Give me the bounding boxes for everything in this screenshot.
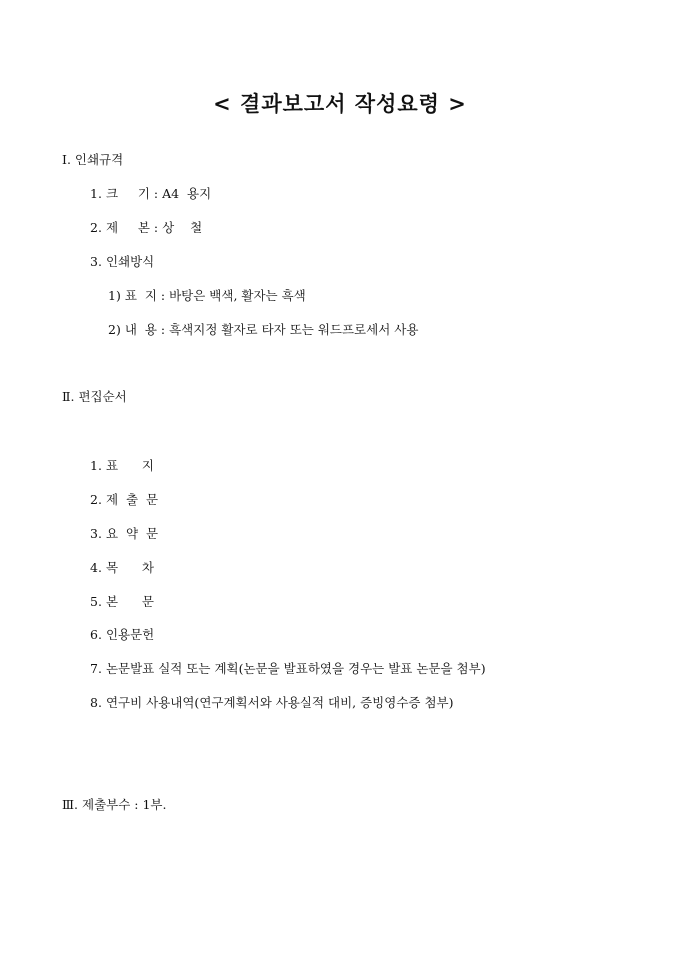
item-number: 2.	[90, 220, 102, 235]
list-item	[90, 220, 202, 236]
list-item	[90, 627, 154, 643]
item-text: 인용문헌	[105, 627, 155, 642]
item-number: 4.	[90, 560, 102, 575]
list-item	[90, 526, 158, 542]
list-item	[90, 695, 453, 711]
item-number: 3.	[90, 526, 102, 541]
list-item	[90, 458, 154, 474]
item-number: 1)	[108, 288, 121, 303]
item-number: 6.	[90, 627, 102, 642]
list-item	[90, 594, 154, 610]
section-heading-copies: Ⅲ. 제출부수 : 1부.	[62, 797, 167, 812]
item-text: 제 본 : 상 철	[105, 220, 203, 235]
sub-list-item	[108, 288, 306, 304]
list-item	[90, 661, 486, 677]
item-number: 1.	[90, 458, 102, 473]
item-text: 본 문	[105, 594, 154, 609]
item-text: 목 차	[105, 560, 154, 575]
item-number: 3.	[90, 254, 102, 269]
list-item	[90, 560, 154, 576]
sub-list-item	[108, 322, 418, 338]
item-number: 7.	[90, 661, 102, 676]
item-text: 인쇄방식	[105, 254, 155, 269]
item-number: 5.	[90, 594, 102, 609]
item-text: 표 지	[105, 458, 154, 473]
item-number: 2.	[90, 492, 102, 507]
item-text: 내 용 : 흑색지정 활자로 타자 또는 워드프로세서 사용	[124, 322, 419, 337]
item-text: 제 출 문	[105, 492, 159, 507]
section-heading-edit-order: Ⅱ. 편집순서	[62, 389, 127, 404]
item-text: 논문발표 실적 또는 계획(논문을 발표하였을 경우는 발표 논문을 첨부)	[105, 661, 486, 676]
list-item	[90, 254, 154, 270]
item-text: 요 약 문	[105, 526, 159, 541]
item-text: 표 지 : 바탕은 백색, 활자는 흑색	[124, 288, 306, 303]
item-text: 크 기 : A4 용지	[105, 186, 212, 201]
item-number: 2)	[108, 322, 121, 337]
page-title: < 결과보고서 작성요령 >	[213, 91, 467, 116]
list-item	[90, 186, 211, 202]
item-number: 8.	[90, 695, 102, 710]
item-text: 연구비 사용내역(연구계획서와 사용실적 대비, 증빙영수증 첨부)	[105, 695, 454, 710]
list-item	[90, 492, 158, 508]
section-heading-print-spec: Ⅰ. 인쇄규격	[62, 152, 124, 167]
item-number: 1.	[90, 186, 102, 201]
